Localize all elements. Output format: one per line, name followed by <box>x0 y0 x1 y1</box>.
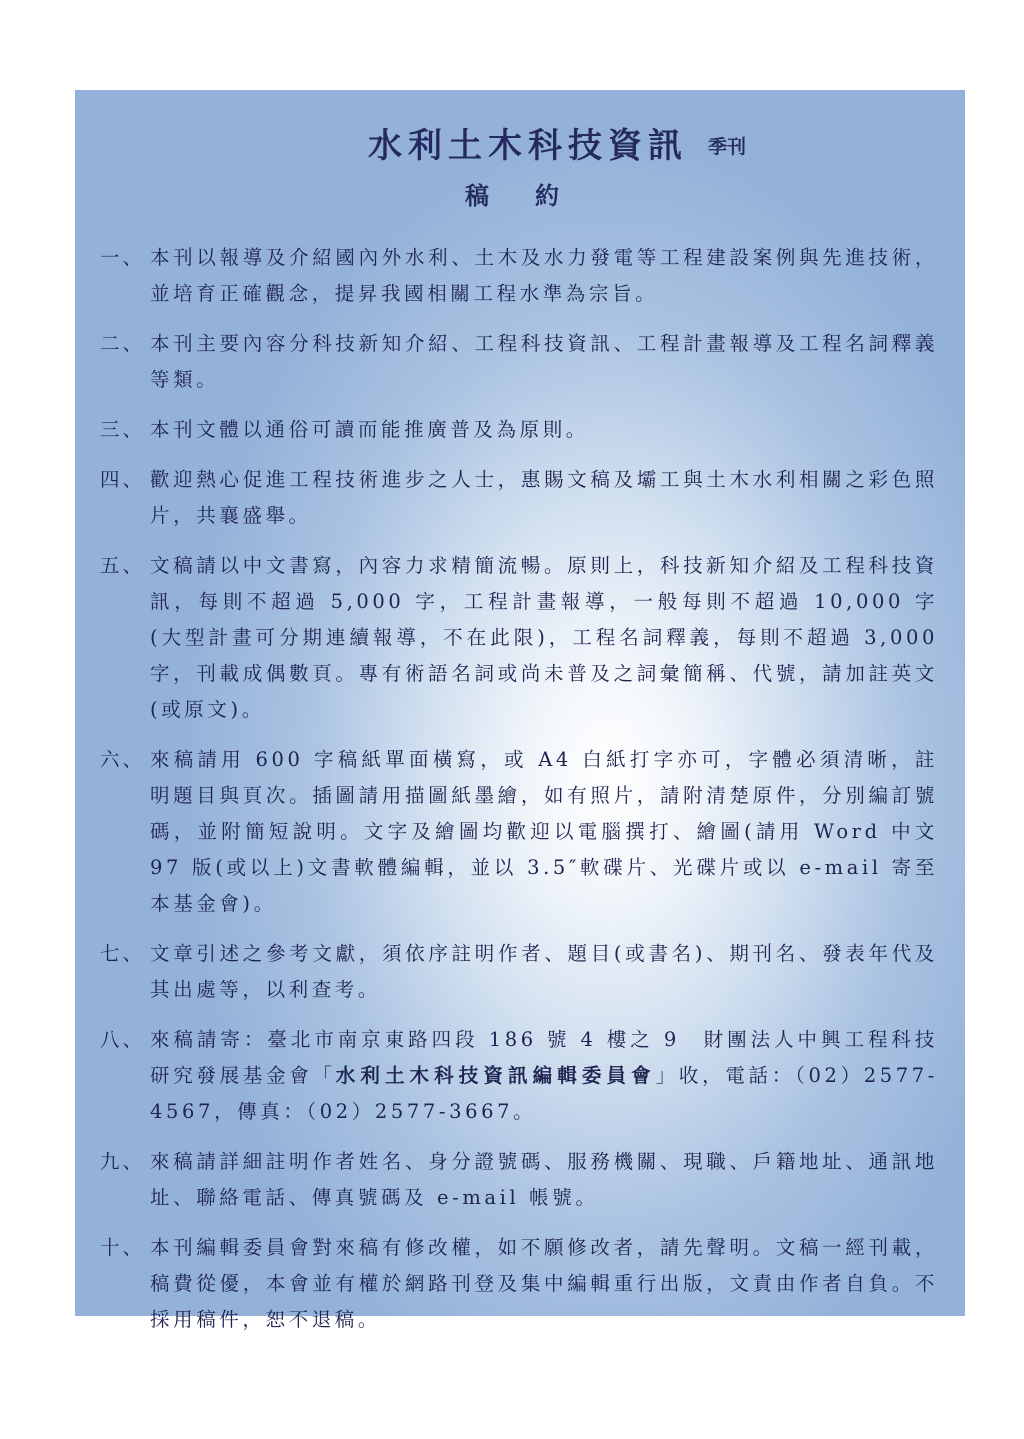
item-text: 歡迎熱心促進工程技術進步之人士，惠賜文稿及壩工與土木水利相關之彩色照片，共襄盛舉。 <box>150 468 938 527</box>
guideline-item-6 <box>100 742 938 922</box>
page-title: 水利土木科技資訊 <box>367 126 688 166</box>
guideline-item-1 <box>100 240 938 312</box>
item-text: 文稿請以中文書寫，內容力求精簡流暢。原則上，科技新知介紹及工程科技資訊，每則不超過 5,000 字，工程計畫報導，一般每則不超過 10,000 字(大型計畫可分期連續報導，不在此限)，工程名詞釋義，每則不超過 3,000 字，刊載成偶數頁。專有術語名詞或尚未普及之詞彙簡稱、代號，請加註英文(或原文)。 <box>150 554 938 721</box>
item-number: 七、 <box>100 942 146 965</box>
guideline-item-4 <box>100 462 938 534</box>
item-text <box>150 1022 938 1130</box>
item-number: 十、 <box>100 1236 146 1259</box>
item-text: 本刊文體以通俗可讀而能推廣普及為原則。 <box>150 418 589 441</box>
item-number: 五、 <box>100 554 146 577</box>
item-text: 本刊主要內容分科技新知介紹、工程科技資訊、工程計畫報導及工程名詞釋義等類。 <box>150 332 938 391</box>
item-text: 本刊編輯委員會對來稿有修改權，如不願修改者，請先聲明。文稿一經刊載，稿費從優，本會並有權於網路刊登及集中編輯重行出版，文責由作者自負。不採用稿件，恕不退稿。 <box>150 1236 938 1331</box>
guideline-item-3 <box>100 412 938 448</box>
item-number: 二、 <box>100 332 146 355</box>
guideline-item-5 <box>100 548 938 728</box>
address-text: 來稿請寄：臺北市南京東路四段 186 號 4 樓之 9 財團法人中興工程科技研究發展基金會「 <box>150 1028 938 1087</box>
guideline-item-10 <box>100 1230 938 1338</box>
item-number: 六、 <box>100 748 146 771</box>
title-suffix: 季刊 <box>707 136 746 158</box>
contact-text: 」收，電話：（02）2577-4567，傳真：（02）2577-3667。 <box>150 1064 938 1123</box>
item-number: 八、 <box>100 1028 146 1051</box>
guideline-item-7 <box>100 936 938 1008</box>
item-text: 來稿請詳細註明作者姓名、身分證號碼、服務機關、現職、戶籍地址、通訊地址、聯絡電話、傳真號碼及 e-mail 帳號。 <box>150 1150 938 1209</box>
page-subtitle: 稿約 <box>465 181 605 210</box>
item-number: 一、 <box>100 246 146 269</box>
header <box>0 118 1024 167</box>
guideline-item-2 <box>100 326 938 398</box>
item-number: 四、 <box>100 468 146 491</box>
item-text: 來稿請用 600 字稿紙單面橫寫，或 A4 白紙打字亦可，字體必須清晰，註明題目與頁次。插圖請用描圖紙墨繪，如有照片，請附清楚原件，分別編訂號碼，並附簡短說明。文字及繪圖均歡迎以電腦撰打、繪圖(請用 Word 中文 97 版(或以上)文書軟體編輯，並以 3.5″軟碟片、光碟片或以 e-mail 寄至本基金會)。 <box>150 748 938 915</box>
item-number: 九、 <box>100 1150 146 1173</box>
item-text: 文章引述之參考文獻，須依序註明作者、題目(或書名)、期刊名、發表年代及其出處等，以利查考。 <box>150 942 938 1001</box>
item-text: 本刊以報導及介紹國內外水利、土木及水力發電等工程建設案例與先進技術，並培育正確觀念，提昇我國相關工程水準為宗旨。 <box>150 246 938 305</box>
committee-name: 水利土木科技資訊編輯委員會 <box>335 1064 656 1087</box>
guideline-item-9 <box>100 1144 938 1216</box>
guideline-item-8 <box>100 1022 938 1130</box>
item-number: 三、 <box>100 418 146 441</box>
guidelines-list <box>100 240 938 1352</box>
